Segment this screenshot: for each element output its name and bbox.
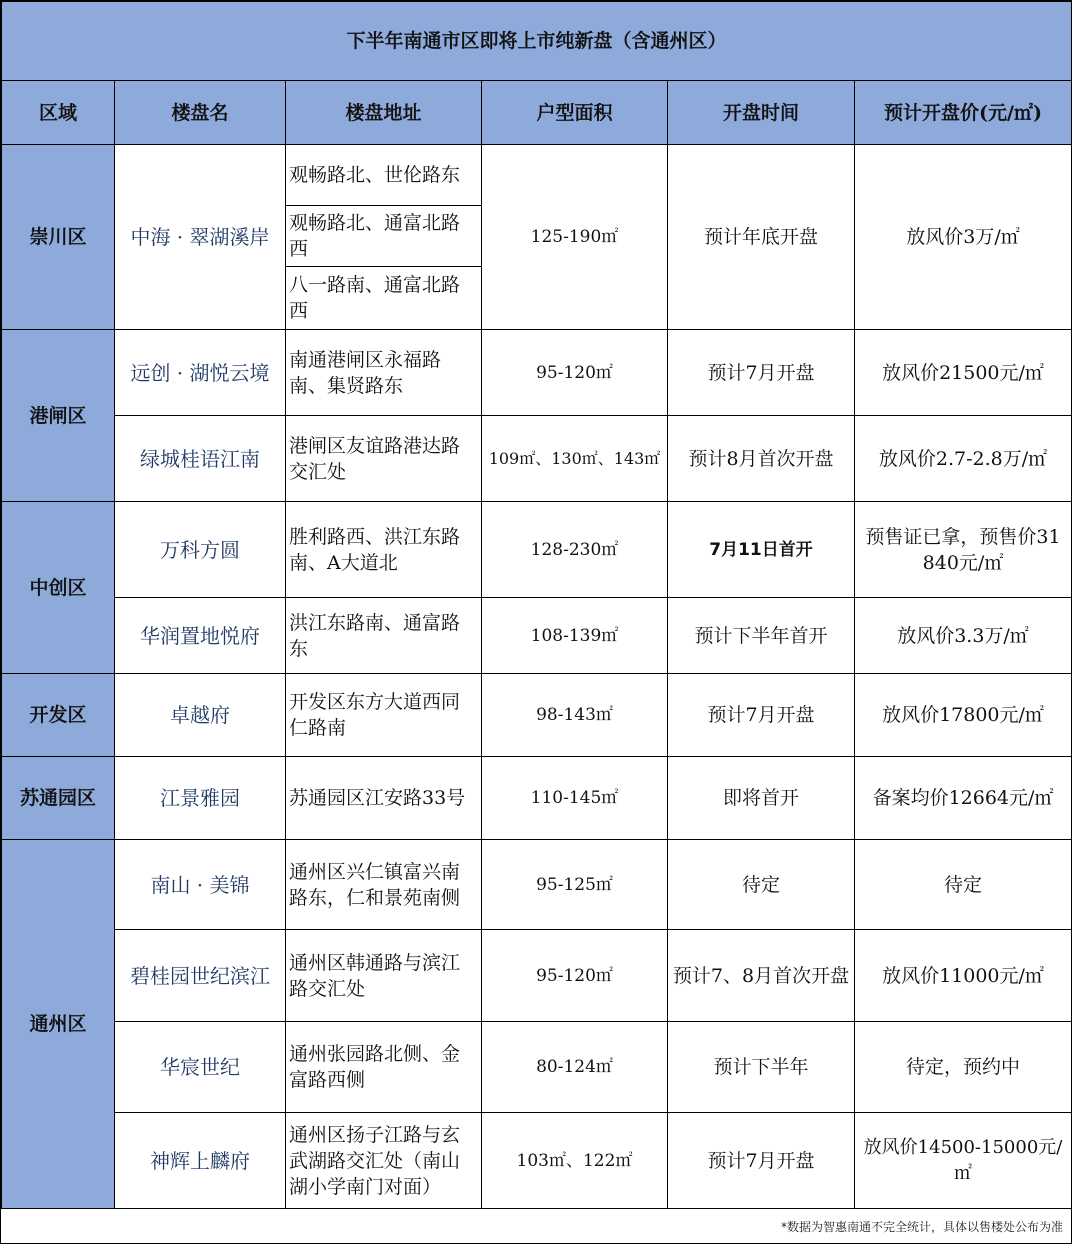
project-name: 中海 · 翠湖溪岸 [115, 145, 286, 330]
project-address: 南通港闸区永福路南、集贤路东 [286, 330, 482, 416]
open-time: 预计8月首次开盘 [668, 416, 855, 502]
open-time: 预计7月开盘 [668, 1113, 855, 1209]
estimated-price: 放风价2.7-2.8万/㎡ [855, 416, 1072, 502]
open-time: 预计年底开盘 [668, 145, 855, 330]
unit-area: 80-124㎡ [482, 1022, 668, 1113]
project-address: 观畅路北、通富北路西 [286, 206, 482, 267]
estimated-price: 预售证已拿，预售价31840元/㎡ [855, 502, 1072, 598]
table-row [2, 1022, 1072, 1113]
unit-area: 125-190㎡ [482, 145, 668, 330]
header-open-time: 开盘时间 [668, 81, 855, 145]
table-row [2, 502, 1072, 598]
unit-area: 95-120㎡ [482, 330, 668, 416]
footnote: *数据为智惠南通不完全统计，具体以售楼处公布为准 [780, 1220, 1063, 1234]
district-cell: 通州区 [2, 840, 115, 1209]
open-time: 预计下半年 [668, 1022, 855, 1113]
header-row [2, 81, 1072, 145]
unit-area: 110-145㎡ [482, 757, 668, 840]
project-address: 港闸区友谊路港达路交汇处 [286, 416, 482, 502]
estimated-price: 放风价17800元/㎡ [855, 674, 1072, 757]
table-row [2, 930, 1072, 1022]
open-time: 预计下半年首开 [668, 598, 855, 674]
project-address: 胜利路西、洪江东路南、A大道北 [286, 502, 482, 598]
estimated-price: 放风价3万/㎡ [855, 145, 1072, 330]
unit-area: 109㎡、130㎡、143㎡ [482, 416, 668, 502]
open-time: 预计7、8月首次开盘 [668, 930, 855, 1022]
project-address: 洪江东路南、通富路东 [286, 598, 482, 674]
project-name: 远创 · 湖悦云境 [115, 330, 286, 416]
project-name: 卓越府 [115, 674, 286, 757]
estimated-price: 待定，预约中 [855, 1022, 1072, 1113]
project-name: 万科方圆 [115, 502, 286, 598]
header-address: 楼盘地址 [286, 81, 482, 145]
table-row [2, 1113, 1072, 1209]
table-row [2, 145, 1072, 206]
unit-area: 95-125㎡ [482, 840, 668, 930]
project-name: 华宸世纪 [115, 1022, 286, 1113]
new-projects-table [1, 1, 1072, 1209]
table-row [2, 840, 1072, 930]
open-time: 7月11日首开 [668, 502, 855, 598]
project-name: 神辉上麟府 [115, 1113, 286, 1209]
table-title: 下半年南通市区即将上市纯新盘（含通州区） [2, 2, 1072, 81]
project-name: 碧桂园世纪滨江 [115, 930, 286, 1022]
header-district: 区域 [2, 81, 115, 145]
project-address: 苏通园区江安路33号 [286, 757, 482, 840]
unit-area: 98-143㎡ [482, 674, 668, 757]
header-project: 楼盘名 [115, 81, 286, 145]
unit-area: 108-139㎡ [482, 598, 668, 674]
open-time: 即将首开 [668, 757, 855, 840]
project-name: 南山 · 美锦 [115, 840, 286, 930]
project-address: 通州区韩通路与滨江路交汇处 [286, 930, 482, 1022]
project-name: 华润置地悦府 [115, 598, 286, 674]
project-name: 绿城桂语江南 [115, 416, 286, 502]
project-address: 八一路南、通富北路西 [286, 267, 482, 330]
project-address: 观畅路北、世伦路东 [286, 145, 482, 206]
open-time: 预计7月开盘 [668, 330, 855, 416]
district-cell: 港闸区 [2, 330, 115, 502]
estimated-price: 待定 [855, 840, 1072, 930]
open-time: 预计7月开盘 [668, 674, 855, 757]
estimated-price: 放风价14500-15000元/㎡ [855, 1113, 1072, 1209]
estimated-price: 备案均价12664元/㎡ [855, 757, 1072, 840]
district-cell: 苏通园区 [2, 757, 115, 840]
table-row [2, 674, 1072, 757]
project-address: 通州区兴仁镇富兴南路东，仁和景苑南侧 [286, 840, 482, 930]
estimated-price: 放风价3.3万/㎡ [855, 598, 1072, 674]
header-area: 户型面积 [482, 81, 668, 145]
unit-area: 95-120㎡ [482, 930, 668, 1022]
table-row [2, 330, 1072, 416]
unit-area: 128-230㎡ [482, 502, 668, 598]
project-address: 通州区扬子江路与玄武湖路交汇处（南山湖小学南门对面） [286, 1113, 482, 1209]
project-name: 江景雅园 [115, 757, 286, 840]
district-cell: 崇川区 [2, 145, 115, 330]
project-address: 通州张园路北侧、金富路西侧 [286, 1022, 482, 1113]
table-row [2, 598, 1072, 674]
district-cell: 开发区 [2, 674, 115, 757]
district-cell: 中创区 [2, 502, 115, 674]
table-row [2, 757, 1072, 840]
open-time: 待定 [668, 840, 855, 930]
estimated-price: 放风价11000元/㎡ [855, 930, 1072, 1022]
estimated-price: 放风价21500元/㎡ [855, 330, 1072, 416]
table-row [2, 416, 1072, 502]
header-price: 预计开盘价(元/㎡) [855, 81, 1072, 145]
unit-area: 103㎡、122㎡ [482, 1113, 668, 1209]
project-address: 开发区东方大道西同仁路南 [286, 674, 482, 757]
